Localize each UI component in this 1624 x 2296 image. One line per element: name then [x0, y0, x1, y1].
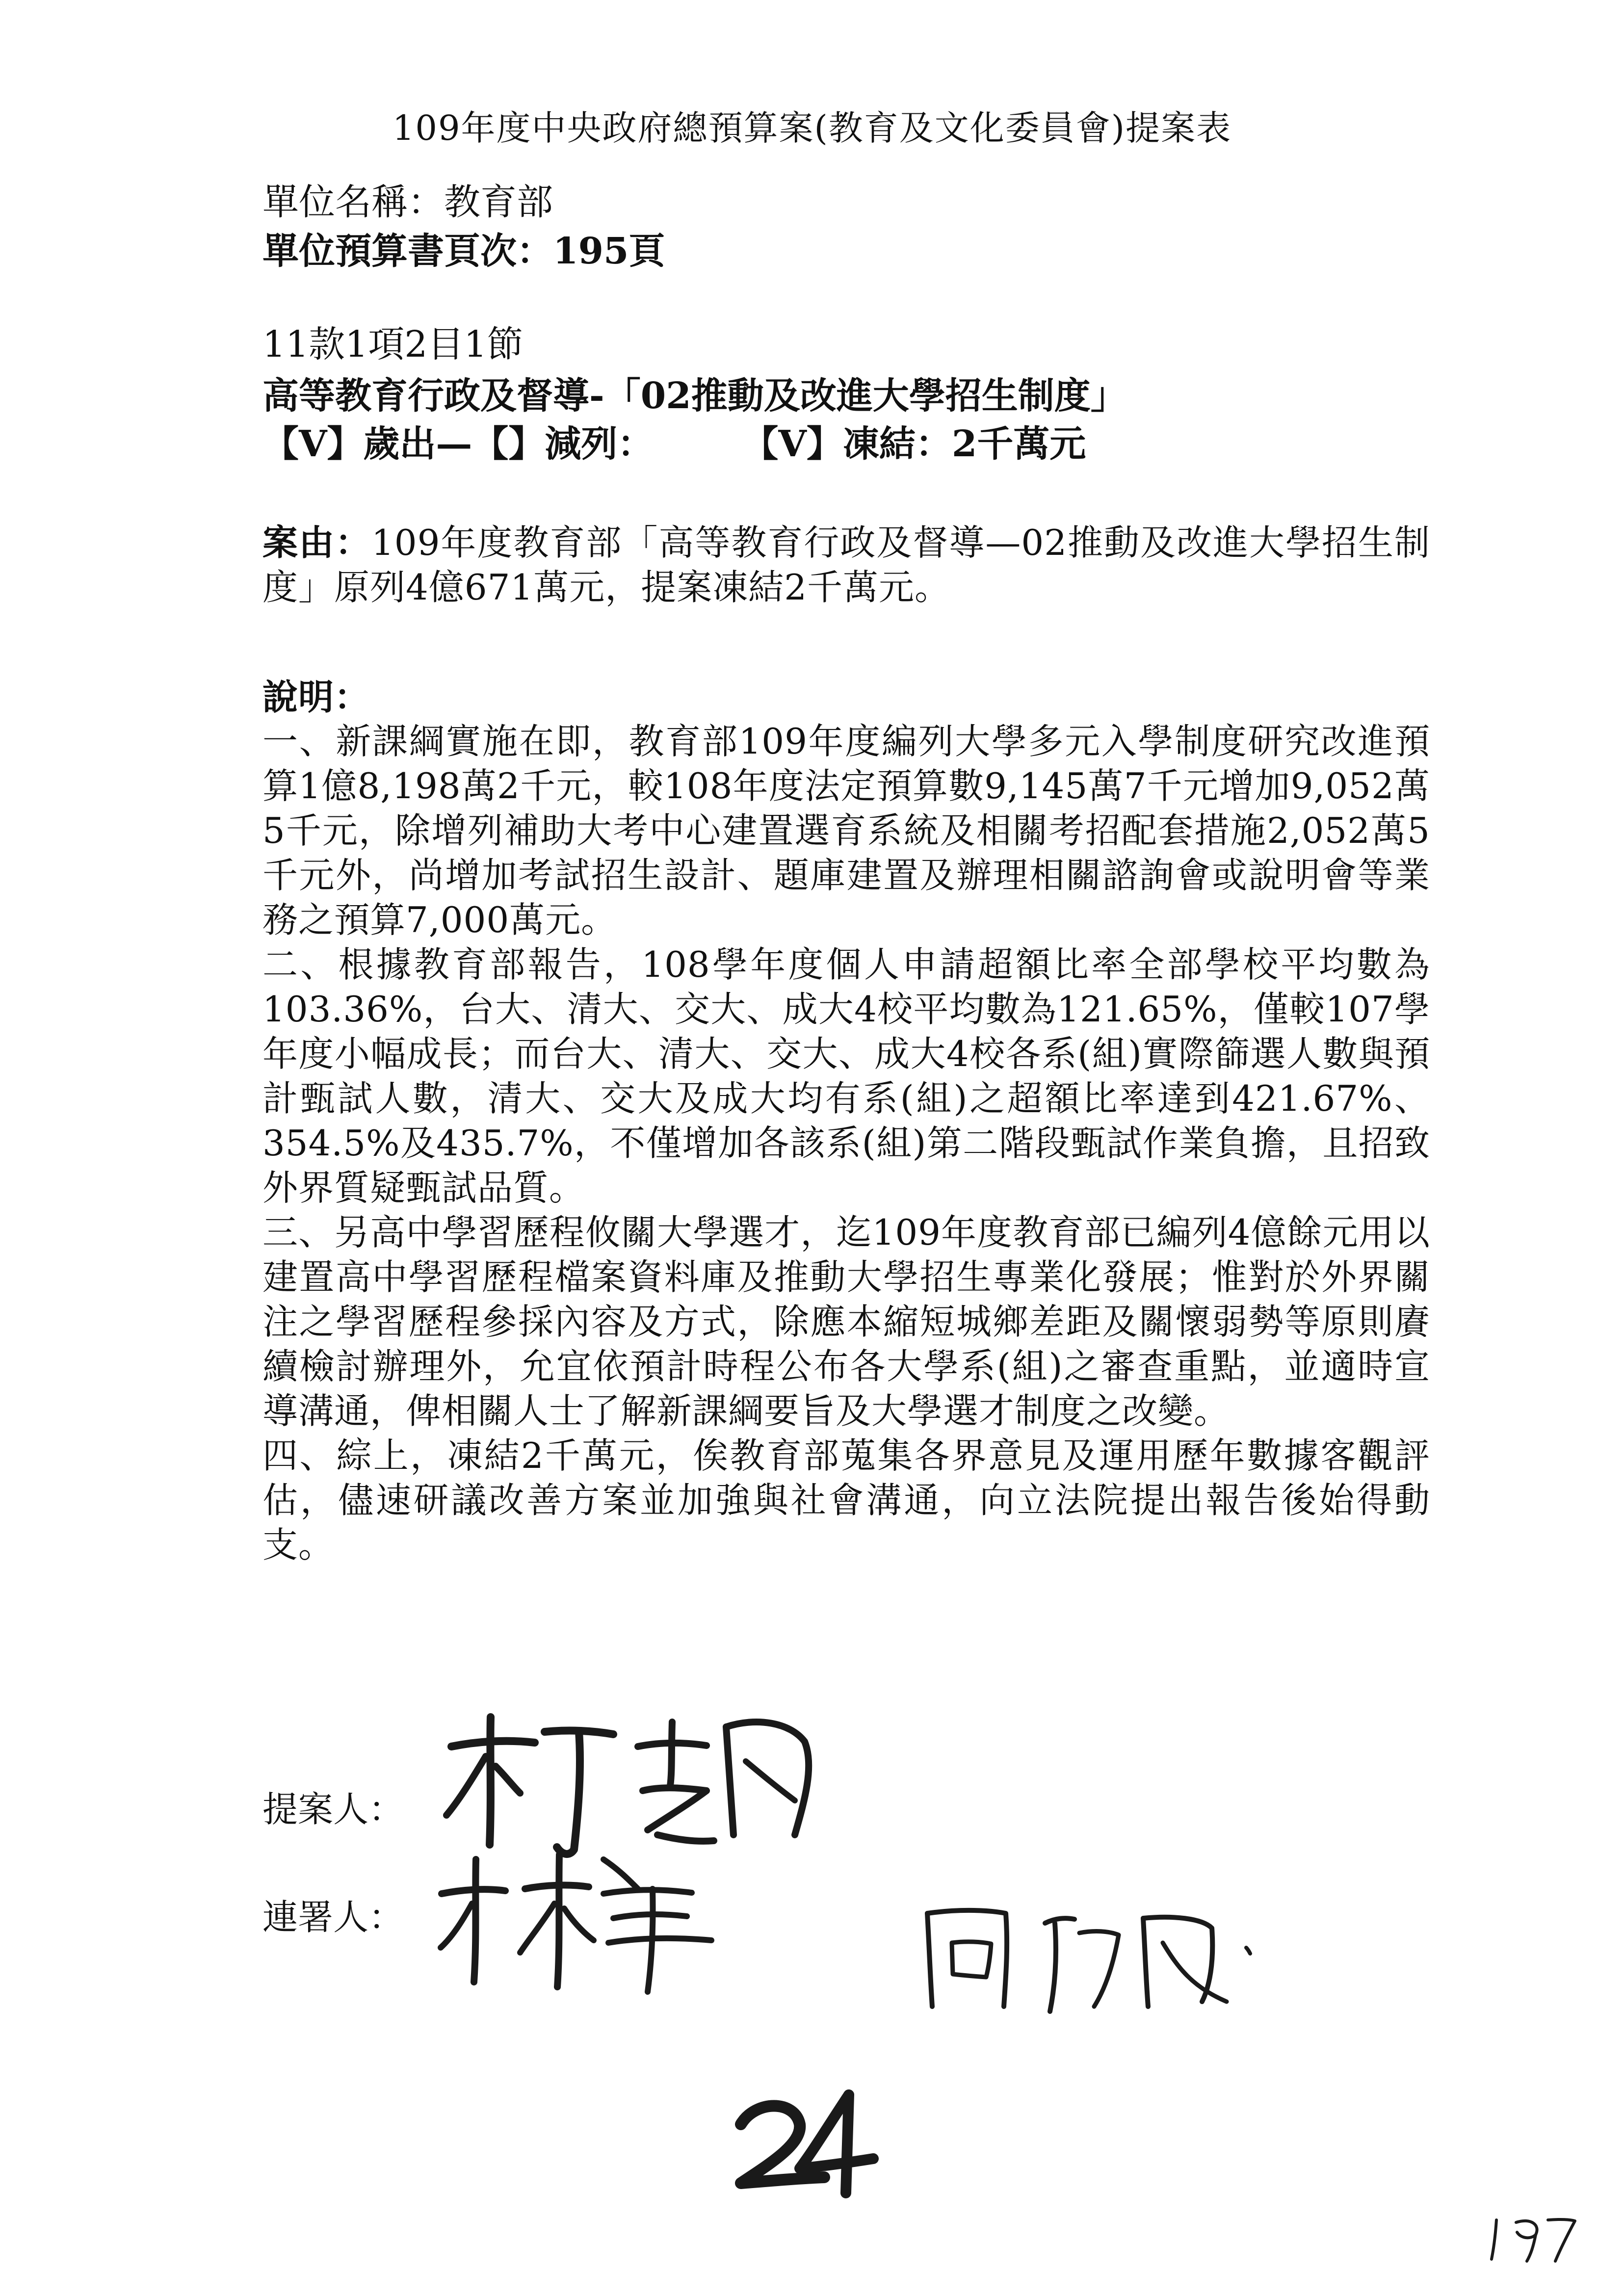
proposer-signature — [432, 1688, 824, 1864]
explanation-paragraph-4: 四、綜上，凍結2千萬元，俟教育部蒐集各界意見及運用歷年數據客觀評估，儘速研議改善方案並加強與社會溝通，向立法院提出報告後始得動支。 — [262, 1435, 1430, 1565]
cosigner-signature-1 — [427, 1840, 731, 1997]
reason-text: 109年度教育部「高等教育行政及督導—02推動及改進大學招生制度」原列4億671萬元，提案凍結2千萬元。 — [262, 522, 1430, 608]
explanation-label: 說明： — [262, 676, 370, 718]
proposer-label: 提案人： — [262, 1789, 404, 1830]
explanation-paragraph-3: 三、另高中學習歷程攸關大學選才，迄109年度教育部已編列4億餘元用以建置高中學習歷程檔案資料庫及推動大學招生專業化發展；惟對於外界關注之學習歷程參採內容及方式，除應本縮短城鄉差距及關懷弱勢等原則賡續檢討辦理外，允宜依預計時程公布各大學系(組)之審查重點，並適時宣導溝通，俾相關人士了解新課綱要旨及大學選才制度之改變。 — [262, 1212, 1430, 1432]
explanation-paragraph-1: 一、新課綱實施在即，教育部109年度編列大學多元入學制度研究改進預算1億8,198萬2千元，較108年度法定預算數9,145萬7千元增加9,052萬5千元，除增列補助大考中心建置選育系統及相關考招配套措施2,052萬5千元外，尚增加考試招生設計、題庫建置及辦理相關諮詢會或說明會等業務之預算7,000萬元。 — [262, 721, 1430, 940]
cosigner-signature-2 — [908, 1894, 1261, 2021]
corner-number — [1482, 2210, 1580, 2264]
reason-block — [262, 520, 1430, 610]
explanation-block — [262, 675, 1430, 1567]
explanation-paragraph-2: 二、根據教育部報告，108學年度個人申請超額比率全部學校平均數為103.36%，台大、清大、交大、成大4校平均數為121.65%，僅較107學年度小幅成長；而台大、清大、交大、成大4校各系(組)實際篩選人數與預計甄試人數，清大、交大及成大均有系(組)之超額比率達到421.67%、354.5%及435.7%，不僅增加各該系(組)第二階段甄試作業負擔，且招致外界質疑甄試品質。 — [262, 944, 1430, 1208]
cosigner-label: 連署人： — [262, 1897, 404, 1938]
action-freeze: 【V】凍結：2千萬元 — [742, 423, 1086, 465]
document-title: 109年度中央政府總預算案(教育及文化委員會)提案表 — [392, 108, 1232, 148]
unit-name: 單位名稱：教育部 — [262, 181, 553, 223]
reason-label: 案由： — [262, 522, 371, 563]
budget-item-code: 11款1項2目1節 — [262, 323, 524, 365]
action-reduce: 【V】歲出—【】減列： — [262, 423, 654, 465]
program-name: 高等教育行政及督導-「02推動及改進大學招生制度」 — [262, 375, 1127, 417]
action-line — [262, 423, 1086, 465]
budget-page: 單位預算書頁次：195頁 — [262, 230, 665, 272]
page-mark — [726, 2080, 883, 2198]
